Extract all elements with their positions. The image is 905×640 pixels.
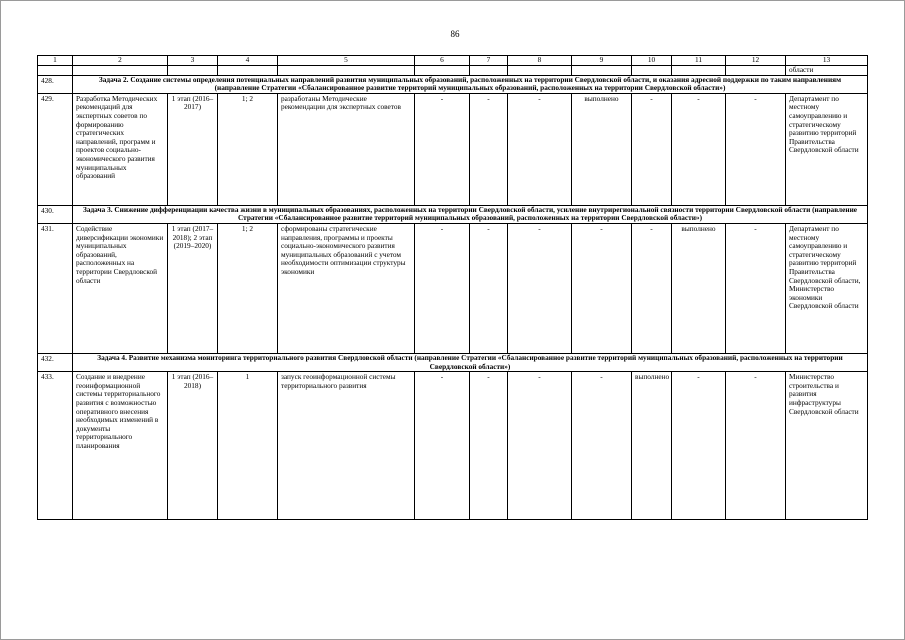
measure-name: Содействие диверсификации экономики муниципальных образований, расположенных на территории Свердловской области: [73, 223, 168, 353]
column-number: 13: [786, 56, 868, 66]
responsible-body: Департамент по местному самоуправлению и стратегическому развитию территорий Правительства Свердловской области: [786, 93, 868, 205]
continuation-text: области: [786, 66, 868, 76]
row-number: 433.: [38, 372, 73, 520]
stage-code: 1; 2: [218, 223, 278, 353]
stage-period: 1 этап (2017–2018); 2 этап (2019–2020): [168, 223, 218, 353]
responsible-body: Министерство строительства и развития инфраструктуры Свердловской области: [786, 372, 868, 520]
row-number: 430.: [38, 205, 73, 223]
page-number: 86: [450, 29, 460, 39]
task-row: [38, 353, 868, 371]
expected-result: запуск геоинформационной системы территориального развития: [278, 372, 415, 520]
task-heading: Задача 2. Создание системы определения потенциальных направлений развития муниципальных образований, расположенных на территории Свердловской области, и оказания адресной поддержки по таким направлениям (направление Стратегии «Сбалансированное развитие территорий муниципальных образований, расположенных на территории Свердловской области»): [73, 75, 868, 93]
status-cell: -: [415, 223, 470, 353]
status-cell: -: [470, 223, 508, 353]
status-cell: -: [470, 372, 508, 520]
table-row: [38, 93, 868, 205]
status-cell: -: [672, 93, 726, 205]
column-number: 10: [632, 56, 672, 66]
task-row: [38, 205, 868, 223]
status-cell: -: [572, 372, 632, 520]
stage-code: 1; 2: [218, 93, 278, 205]
status-cell: -: [632, 93, 672, 205]
column-number: 3: [168, 56, 218, 66]
responsible-body: Департамент по местному самоуправлению и стратегическому развитию территорий Правительства Свердловской области, Министерство экономики Свердловской области: [786, 223, 868, 353]
status-cell: выполнено: [632, 372, 672, 520]
continuation-row: [38, 66, 868, 76]
status-cell: -: [726, 93, 786, 205]
row-number: 429.: [38, 93, 73, 205]
column-number-row: [38, 56, 868, 66]
task-heading: Задача 3. Снижение дифференциации качества жизни в муниципальных образованиях, расположенных на территории Свердловской области, усиление внутрирегиональной связности территории Свердловской области (направление Стратегии «Сбалансированное развитие территорий муниципальных образований, расположенных на территории Свердловской области»): [73, 205, 868, 223]
status-cell: выполнено: [572, 93, 632, 205]
stage-period: 1 этап (2016–2017): [168, 93, 218, 205]
task-row: [38, 75, 868, 93]
measure-name: Создание и внедрение геоинформационной системы территориального развития с возможностью оперативного внесения необходимых изменений в документы территориального планирования: [73, 372, 168, 520]
column-number: 8: [508, 56, 572, 66]
row-number: 431.: [38, 223, 73, 353]
status-cell: -: [572, 223, 632, 353]
column-number: 9: [572, 56, 632, 66]
status-cell: -: [508, 372, 572, 520]
stage-code: 1: [218, 372, 278, 520]
status-cell: -: [672, 372, 726, 520]
column-number: 12: [726, 56, 786, 66]
status-cell: -: [415, 372, 470, 520]
table-body: [38, 56, 868, 520]
task-heading: Задача 4. Развитие механизма мониторинга территориального развития Свердловской области (направление Стратегии «Сбалансированное развитие территорий муниципальных образований, расположенных на территории Свердловской области»): [73, 353, 868, 371]
status-cell: -: [415, 93, 470, 205]
table-row: [38, 372, 868, 520]
measure-name: Разработка Методических рекомендаций для экспертных советов по формированию стратегических направлений, программ и проектов социально-экономического развития муниципальных образований: [73, 93, 168, 205]
row-number: 432.: [38, 353, 73, 371]
row-number: 428.: [38, 75, 73, 93]
column-number: 2: [73, 56, 168, 66]
table-row: [38, 223, 868, 353]
status-cell: -: [470, 93, 508, 205]
plan-table: [37, 55, 868, 520]
column-number: 1: [38, 56, 73, 66]
column-number: 6: [415, 56, 470, 66]
column-number: 7: [470, 56, 508, 66]
status-cell: -: [632, 223, 672, 353]
status-cell: -: [726, 372, 786, 520]
status-cell: -: [726, 223, 786, 353]
expected-result: сформированы стратегические направления, программы и проекты социально-экономического развития муниципальных образований с учетом необходимости оптимизации структуры экономики: [278, 223, 415, 353]
column-number: 5: [278, 56, 415, 66]
column-number: 4: [218, 56, 278, 66]
status-cell: -: [508, 223, 572, 353]
stage-period: 1 этап (2016–2018): [168, 372, 218, 520]
expected-result: разработаны Методические рекомендации для экспертных советов: [278, 93, 415, 205]
column-number: 11: [672, 56, 726, 66]
status-cell: выполнено: [672, 223, 726, 353]
status-cell: -: [508, 93, 572, 205]
